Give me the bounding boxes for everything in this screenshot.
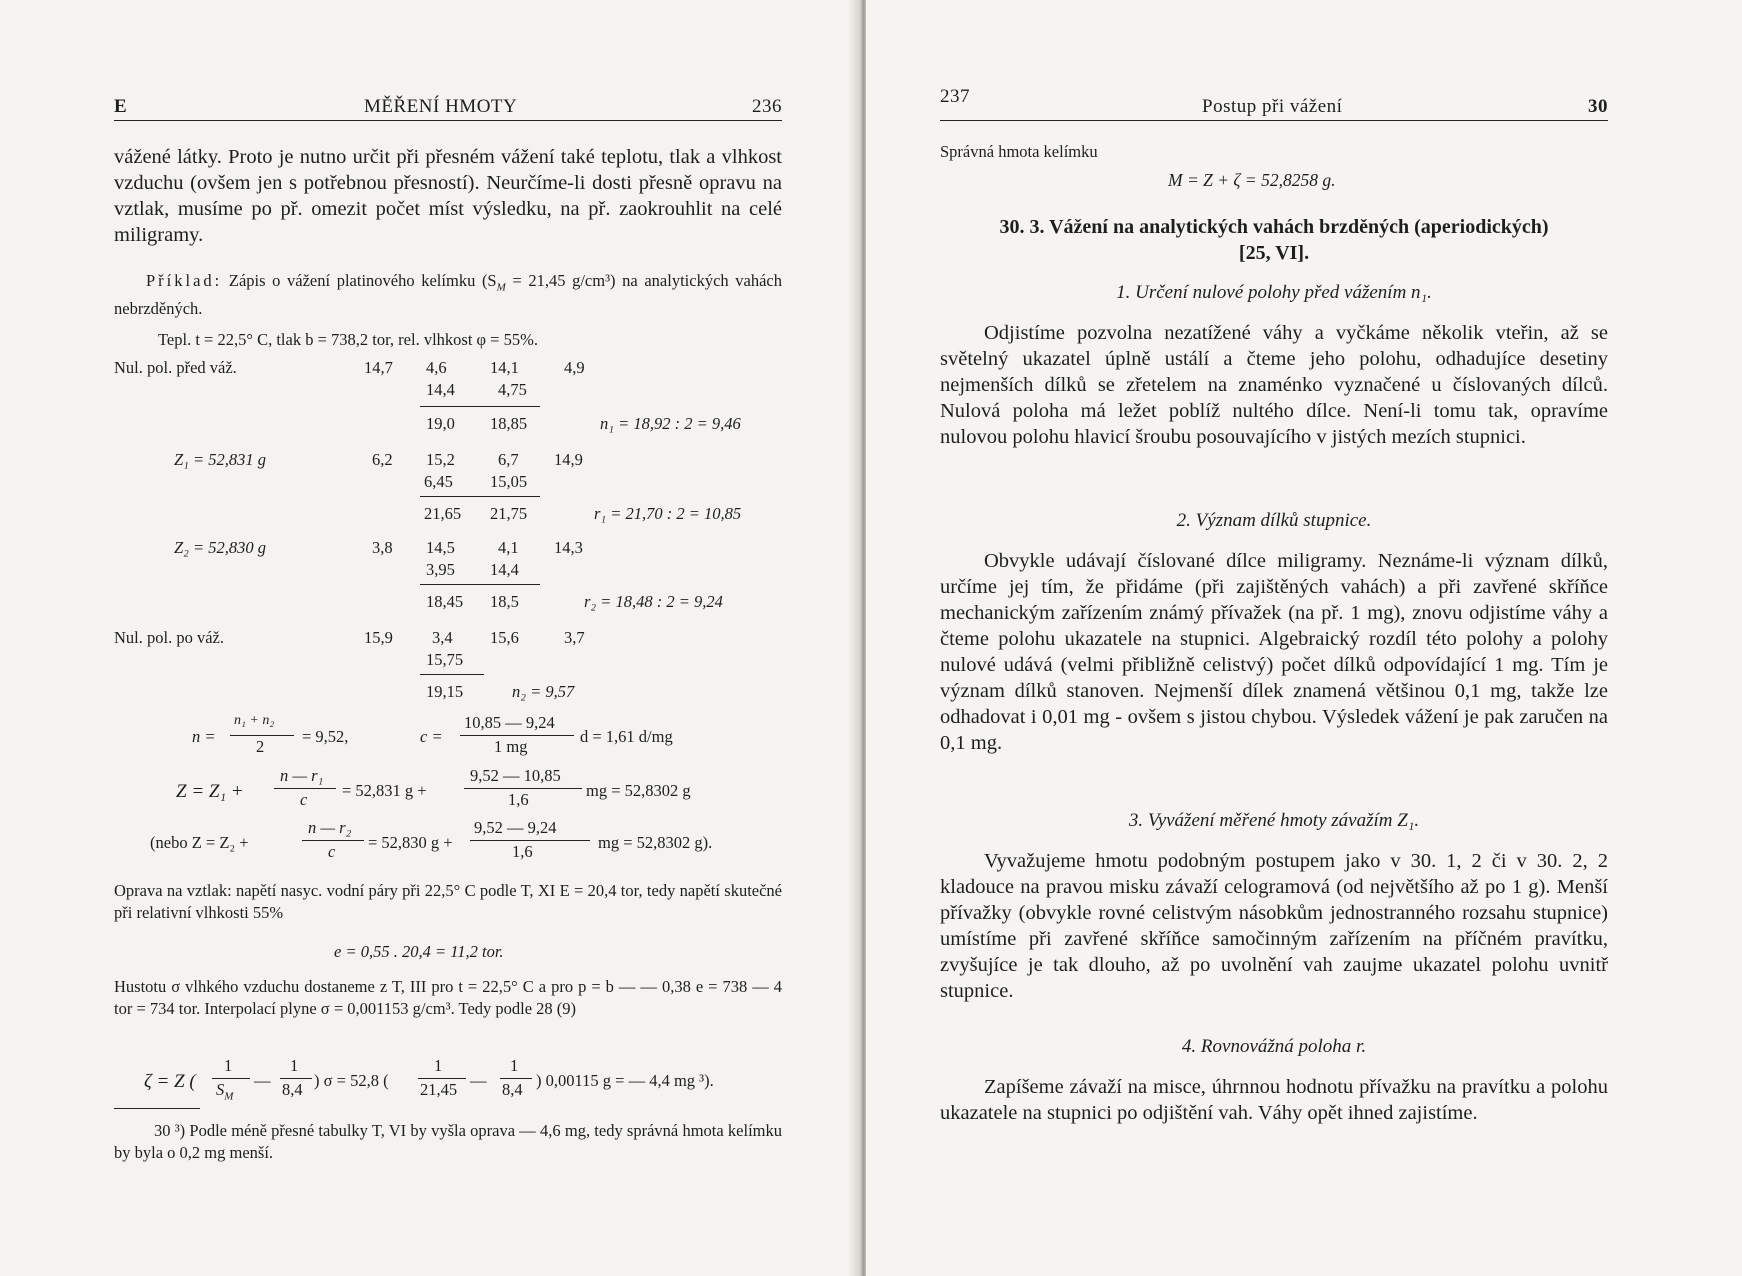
row2-label: Z₁ = 52,831 g: [174, 450, 267, 469]
row2-sum-line: [420, 496, 540, 497]
n-lhs: n =: [192, 727, 216, 746]
row2-s3: 21,75: [490, 504, 528, 523]
z-denominator: c: [300, 790, 308, 809]
subsection-1-text: Odjistíme pozvolna nezatížené váhy a vyčkáme několik vteřin, až se světelný ukazatel úplně ustálí a čteme jeho polohu, odhadujíce desetiny nejmenších dílků se zřetelem na znaménko vyznačené u číslovaných dílců. Nulová poloha má ležet poblíž nultého dílce. Není-li tomu tak, opravíme nulovou polohu hlavicí šroubu posouvajícího v jistých mezích stupnici.: [940, 322, 1608, 448]
c-fraction-bar: [460, 735, 574, 736]
row4-label: Nul. pol. po váž.: [114, 628, 224, 647]
zeta-f1-num: 1: [224, 1056, 233, 1075]
row1-s2: 19,0: [426, 414, 455, 433]
alt-rhs: mg = 52,8302 g).: [598, 833, 713, 852]
subsection-3-text: Vyvažujeme hmotu podobným postupem jako v 30. 1, 2 či v 30. 2, 2 kladouce na pravou misku závaží celogramová (od největšího až po 1 g). Menší přívažky (obvykle rovné celistvým násobkům jednostranného rozsahu stupnice) umístíme při zavřené skříňce samočinným zařízením na příčném pravítku, zvyšujíce je tak dlouho, až po uvolnění vah zaujme ukazatel polohu uvnitř stupnice.: [940, 850, 1608, 1002]
row3-s2: 18,45: [426, 592, 464, 611]
example-text: Zápis o vážení platinového kelímku (S: [228, 271, 497, 290]
row4-c2b: 15,75: [426, 650, 464, 669]
z-fraction-bar-2: [464, 788, 582, 789]
row1-c3b: 4,75: [498, 380, 527, 399]
z-rhs: mg = 52,8302 g: [586, 781, 691, 800]
section-heading-line1: 30. 3. Vážení na analytických vahách brzděných (aperiodických): [999, 216, 1549, 238]
row2-c3b: 15,05: [490, 472, 528, 491]
z-denominator-2: 1,6: [508, 790, 529, 809]
row4-c2: 3,4: [432, 628, 453, 647]
row3-label: Z₂ = 52,830 g: [174, 538, 267, 557]
right-running-head: [940, 86, 1608, 121]
row3-s3: 18,5: [490, 592, 519, 611]
alt-mid: = 52,830 g +: [368, 833, 453, 852]
row4-s2: 19,15: [426, 682, 464, 701]
right-chapter-title: Postup při vážení: [1202, 96, 1343, 117]
row1-c2: 4,6: [426, 358, 447, 377]
row2-c2: 15,2: [426, 450, 455, 469]
row3-c1: 3,8: [372, 538, 393, 557]
example-sub: M: [496, 281, 506, 294]
subsection-1-heading: 1. Určení nulové polohy před vážením n₁.: [1116, 282, 1432, 303]
row2-c3: 6,7: [498, 450, 519, 469]
row1-s3: 18,85: [490, 414, 528, 433]
row3-c3b: 14,4: [490, 560, 519, 579]
zeta-f2-den: 8,4: [282, 1080, 303, 1099]
row4-c4: 3,7: [564, 628, 585, 647]
zeta-f2-bar: [280, 1078, 312, 1079]
c-lhs: c =: [420, 727, 443, 746]
row3-c2b: 3,95: [426, 560, 455, 579]
row4-c1: 15,9: [364, 628, 393, 647]
subsection-3-heading: 3. Vyvážení měřené hmoty závažím Z₁.: [1128, 810, 1420, 831]
row4-c3: 15,6: [490, 628, 519, 647]
row1-c3: 14,1: [490, 358, 519, 377]
subsection-2-text: Obvykle udávají číslované dílce miligramy. Neznáme-li význam dílků, určíme jej tím, že přidáme (při zajištěných vahách) a při zavřené skříňce mechanickým zařízením známý přívažek (na př. 1 mg), znovu odjistíme váhy a čteme polohu ukazatele na stupnici. Algebraický rozdíl této polohy a polohy nulové udává (velmi přibližně celistvý) počet dílků odpovídající 1 mg. Tím je význam dílků stanoven. Nejmenší dílek znamená většinou 0,1 mg, takže lze odhadovat i 0,01 mg - ovšem s jistou chybou. Výsledek vážení je pak zaručen na 0,1 mg.: [940, 550, 1608, 754]
row3-sum-line: [420, 584, 540, 585]
alt-fraction-bar: [302, 840, 364, 841]
n-rhs: = 9,52,: [302, 727, 349, 746]
correct-mass-formula: M = Z + ζ = 52,8258 g.: [1168, 170, 1336, 190]
row2-c2b: 6,45: [424, 472, 453, 491]
zeta-mid: ) σ = 52,8 (: [314, 1071, 389, 1090]
alt-numerator-2: 9,52 — 9,24: [474, 818, 557, 837]
z-fraction-bar: [274, 788, 336, 789]
row4-sum-line: [420, 674, 484, 675]
c-numerator: 10,85 — 9,24: [464, 713, 555, 732]
c-rhs: d = 1,61 d/mg: [580, 727, 673, 746]
row1-c4: 4,9: [564, 358, 585, 377]
zeta-minus-2: —: [470, 1071, 487, 1090]
alt-denominator: c: [328, 842, 336, 861]
n-fraction-bar: [230, 735, 294, 736]
row1-label: Nul. pol. před váž.: [114, 358, 237, 377]
z-numerator-2: 9,52 — 10,85: [470, 766, 561, 785]
zeta-f4-num: 1: [510, 1056, 519, 1075]
c-denominator: 1 mg: [494, 737, 528, 756]
row4-n2: n₂ = 9,57: [512, 682, 575, 701]
row1-c1: 14,7: [364, 358, 393, 377]
row1-sum-line: [420, 406, 540, 407]
z-lhs: Z = Z₁ +: [176, 781, 244, 802]
example-text-rest: = 21,45 g/cm³) na analytických vahách nebrzděných.: [114, 271, 782, 319]
row2-result: r₁ = 21,70 : 2 = 10,85: [594, 504, 742, 523]
zeta-f3-num: 1: [434, 1056, 443, 1075]
left-running-head: [114, 96, 782, 121]
zeta-f2-num: 1: [290, 1056, 299, 1075]
correct-mass-label: Správná hmota kelímku: [940, 142, 1098, 161]
section-letter: E: [114, 96, 128, 117]
buoyancy-paragraph-1: Oprava na vztlak: napětí nasyc. vodní páry při 22,5° C podle T, XI E = 20,4 tor, tedy napětí skutečné při relativní vlhkosti 55%: [114, 881, 782, 922]
zeta-f1-den-text: S: [216, 1080, 225, 1099]
left-page: [0, 0, 858, 1276]
section-heading-line2: [25, VI].: [1238, 242, 1310, 264]
footnote: 30 ³) Podle méně přesné tabulky T, VI by vyšla oprava — 4,6 mg, tedy správná hmota kelímku by byla o 0,2 mg menší.: [114, 1121, 782, 1162]
row2-c1: 6,2: [372, 450, 393, 469]
row1-result: n₁ = 18,92 : 2 = 9,46: [600, 414, 741, 433]
alt-numerator: n — r₂: [308, 818, 352, 837]
alt-fraction-bar-2: [470, 840, 590, 841]
conditions: Tepl. t = 22,5° C, tlak b = 738,2 tor, rel. vlhkost φ = 55%.: [158, 330, 538, 349]
e-equation: e = 0,55 . 20,4 = 11,2 tor.: [334, 942, 504, 961]
z-numerator: n — r₁: [280, 766, 324, 785]
n-numerator: n₁ + n₂: [234, 713, 275, 728]
row3-result: r₂ = 18,48 : 2 = 9,24: [584, 592, 723, 611]
example-paragraph: [114, 270, 782, 320]
zeta-f4-bar: [500, 1078, 532, 1079]
zeta-f1-den: [216, 1080, 233, 1102]
buoyancy-paragraph-2: Hustotu σ vlhkého vzduchu dostaneme z T, III pro t = 22,5° C a pro p = b — — 0,38 e = 738 — 4 tor = 734 tor. Interpolací plyne σ = 0,001153 g/cm³. Tedy podle 28 (9): [114, 977, 782, 1018]
zeta-f3-bar: [418, 1078, 466, 1079]
row3-c3: 4,1: [498, 538, 519, 557]
zeta-lhs: ζ = Z (: [144, 1071, 196, 1092]
z-mid: = 52,831 g +: [342, 781, 427, 800]
zeta-f4-den: 8,4: [502, 1080, 523, 1099]
zeta-f3-den: 21,45: [420, 1080, 458, 1099]
section-number: 30: [1588, 96, 1608, 117]
intro-paragraph: vážené látky. Proto je nutno určit při přesném vážení také teplotu, tlak a vlhkost vzduchu (ovšem jen s potřebnou přesností). Neurčíme-li dosti přesně opravu na vztlak, musíme po př. omezit počet míst výsledku, na př. zaokrouhlit na celé miligramy.: [114, 146, 782, 246]
zeta-f1-den-sub: M: [224, 1090, 234, 1103]
zeta-rhs: ) 0,00115 g = — 4,4 mg ³).: [536, 1071, 714, 1090]
row2-c4: 14,9: [554, 450, 583, 469]
row3-c4: 14,3: [554, 538, 583, 557]
page-number-right: 237: [940, 86, 970, 107]
example-label: Příklad:: [146, 271, 223, 290]
row2-s2: 21,65: [424, 504, 462, 523]
subsection-2-heading: 2. Význam dílků stupnice.: [1176, 510, 1372, 531]
n-denominator: 2: [256, 737, 265, 756]
alt-lhs: (nebo Z = Z₂ +: [150, 833, 249, 852]
alt-denominator-2: 1,6: [512, 842, 533, 861]
zeta-minus-1: —: [254, 1071, 271, 1090]
footnote-rule: [114, 1108, 200, 1109]
zeta-f1-bar: [212, 1078, 250, 1079]
page-number-left: 236: [752, 96, 782, 117]
chapter-title: MĚŘENÍ HMOTY: [364, 96, 518, 117]
row1-c2b: 14,4: [426, 380, 455, 399]
subsection-4-text: Zapíšeme závaží na misce, úhrnnou hodnotu přívažku na pravítku a polohu ukazatele na stupnici po odjištění vah. Váhy opět ihned zajistíme.: [940, 1076, 1608, 1124]
row3-c2: 14,5: [426, 538, 455, 557]
subsection-4-heading: 4. Rovnovážná poloha r.: [1181, 1036, 1367, 1057]
